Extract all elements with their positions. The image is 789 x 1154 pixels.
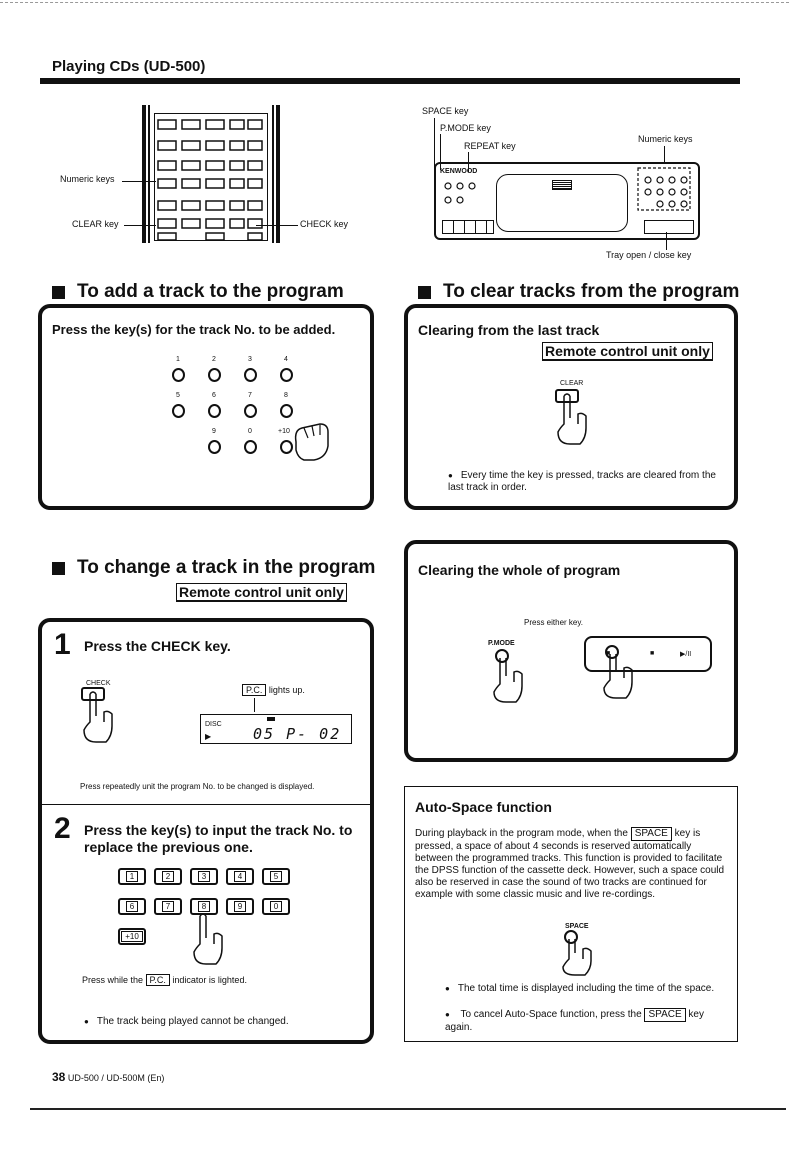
pc-indicator-step2: P.C. — [146, 974, 170, 986]
change-track-panel — [38, 618, 374, 1044]
pmode-key-label: P.MODE key — [440, 123, 491, 133]
remote-key-0[interactable]: 0 — [262, 898, 290, 915]
repeat-key-label: REPEAT key — [464, 141, 516, 151]
deck-brand: KENWOOD — [440, 168, 478, 175]
numeric-key-5[interactable] — [172, 404, 185, 418]
numeric-key-3[interactable] — [244, 368, 257, 382]
display-readout: 05 P- 02 — [253, 725, 342, 743]
space-key-press-icon[interactable] — [557, 929, 597, 977]
add-track-panel — [38, 304, 374, 510]
key-label-8: 8 — [284, 392, 288, 399]
deck-diagram — [420, 100, 710, 265]
autospace-bullet-2: ● To cancel Auto-Space function, press the SPACE key again. — [445, 1008, 729, 1034]
top-dashed-rule — [0, 2, 789, 3]
deck-play-pause-key[interactable]: ▶/II — [680, 651, 692, 658]
pointing-hand-icon — [290, 420, 334, 464]
remote-key-5[interactable]: 5 — [262, 868, 290, 885]
step-1-note: Press repeatedly unit the program No. to be changed is displayed. — [80, 782, 315, 791]
bullet-square-icon — [52, 562, 65, 575]
numeric-keys-label: Numeric keys — [60, 174, 115, 184]
page-number: 38 — [52, 1070, 66, 1084]
numeric-key-6[interactable] — [208, 404, 221, 418]
step-1-heading: Press the CHECK key. — [84, 638, 231, 654]
key-label-9: 9 — [212, 428, 216, 435]
remote-key-7[interactable]: 7 — [154, 898, 182, 915]
change-track-heading: To change a track in the program — [52, 557, 375, 579]
remote-key-3[interactable]: 3 — [190, 868, 218, 885]
clear-last-panel — [404, 304, 738, 510]
numeric-key-2[interactable] — [208, 368, 221, 382]
key-label-2: 2 — [212, 356, 216, 363]
deck-key-press-icon — [598, 644, 638, 700]
clear-key-press-icon[interactable] — [552, 388, 592, 448]
footer — [52, 1070, 164, 1084]
pmode-key-caption: P.MODE — [488, 640, 515, 647]
check-key-caption: CHECK — [86, 680, 111, 687]
key-label-4: 4 — [284, 356, 288, 363]
numeric-key-4[interactable] — [280, 368, 293, 382]
check-key-label: CHECK key — [300, 219, 349, 229]
tray-key-label: Tray open / close key — [606, 250, 692, 260]
pointing-hand-icon — [188, 914, 228, 966]
autospace-box — [404, 786, 738, 1042]
clear-last-bullet: ● Every time the key is pressed, tracks are cleared from the last track in order. — [448, 470, 732, 494]
display-disc-label: DISC — [205, 721, 222, 728]
step-2-heading: Press the key(s) to input the track No. to replace the previous one. — [84, 822, 353, 855]
remote-key-9[interactable]: 9 — [226, 898, 254, 915]
numeric-key-9[interactable] — [208, 440, 221, 454]
change-remote-only-badge: Remote control unit only — [176, 583, 347, 602]
footer-model: UD-500 / UD-500M (En) — [67, 1073, 165, 1083]
bullet-square-icon — [418, 286, 431, 299]
remote-key-1[interactable]: 1 — [118, 868, 146, 885]
step-2-number: 2 — [54, 812, 71, 845]
space-key-caption: SPACE — [565, 923, 589, 930]
play-indicator-icon: ▶ — [205, 732, 212, 741]
remote-key-4[interactable]: 4 — [226, 868, 254, 885]
clear-tracks-heading: To clear tracks from the program — [418, 281, 739, 303]
clear-key-caption: CLEAR — [560, 380, 584, 387]
autospace-bullet-1: ● The total time is displayed including the time of the space. — [445, 983, 729, 995]
remote-key-6[interactable]: 6 — [118, 898, 146, 915]
clear-whole-panel — [404, 540, 738, 762]
step-2-note: Press while the P.C. indicator is lighted. — [82, 975, 247, 985]
numeric-keys-label-deck: Numeric keys — [638, 134, 693, 144]
remote-diagram — [60, 105, 360, 245]
numeric-key-8[interactable] — [280, 404, 293, 418]
step-2-bullet: ● The track being played cannot be changed. — [84, 1016, 289, 1028]
pc-indicator: P.C. — [242, 684, 266, 696]
deck-stop-key[interactable]: ■ — [606, 650, 611, 657]
clear-last-heading: Clearing from the last track — [418, 322, 600, 338]
key-label-7: 7 — [248, 392, 252, 399]
key-label-1: 1 — [176, 356, 180, 363]
lights-up-text: lights up. — [268, 685, 305, 695]
page-title: Playing CDs (UD-500) — [52, 58, 206, 75]
remote-only-badge: Remote control unit only — [542, 342, 713, 361]
key-label-6: 6 — [212, 392, 216, 399]
autospace-text: During playback in the program mode, when the SPACE key is pressed, a space of about 4 seconds is reserved automatically between the programmed tracks. This function is provided to facilitate the DPSS function of the cassette deck. However, such a space could also be reserved in case the sound of two tracks are continued for example with some classic music and live re-cordings. — [415, 828, 725, 900]
key-label-0: 0 — [248, 428, 252, 435]
numeric-key-1[interactable] — [172, 368, 185, 382]
key-label-3: 3 — [248, 356, 252, 363]
deck-keys-graphic — [440, 178, 488, 210]
space-key-indicator: SPACE — [631, 827, 672, 841]
add-track-instruction: Press the key(s) for the track No. to be added. — [52, 322, 336, 337]
pc-lights-up — [242, 684, 305, 696]
clear-key-label: CLEAR key — [72, 219, 119, 229]
key-label-plus10: +10 — [278, 428, 290, 435]
display-panel — [200, 714, 352, 744]
space-key-label: SPACE key — [422, 106, 469, 116]
header-rule — [40, 78, 740, 84]
check-key-press-icon[interactable] — [78, 686, 118, 746]
remote-keypad-graphic — [156, 115, 268, 241]
remote-key-8[interactable]: 8 — [190, 898, 218, 915]
space-key-indicator-2: SPACE — [644, 1008, 685, 1022]
remote-key-2[interactable]: 2 — [154, 868, 182, 885]
numeric-key-7[interactable] — [244, 404, 257, 418]
deck-stop-key-2[interactable]: ■ — [650, 650, 655, 657]
step-1-number: 1 — [54, 628, 71, 661]
press-either-text: Press either key. — [524, 618, 583, 627]
bullet-square-icon — [52, 286, 65, 299]
add-track-heading: To add a track to the program — [52, 281, 344, 303]
key-label-5: 5 — [176, 392, 180, 399]
remote-key-plus10[interactable]: +10 — [118, 928, 146, 945]
deck-numeric-keys-graphic — [636, 166, 692, 212]
numeric-key-0[interactable] — [244, 440, 257, 454]
pmode-key-press-icon[interactable] — [488, 648, 528, 704]
autospace-heading: Auto-Space function — [415, 799, 552, 815]
bottom-rule — [30, 1108, 786, 1110]
clear-whole-heading: Clearing the whole of program — [418, 562, 621, 578]
